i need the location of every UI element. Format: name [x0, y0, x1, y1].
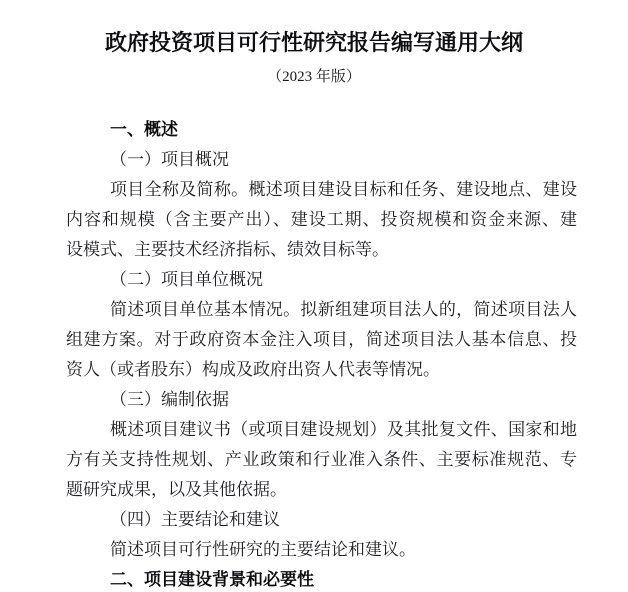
paragraph-line: 项目全称及简称。概述项目建设目标和任务、建设地点、建设	[110, 180, 577, 199]
paragraph-line: 简述项目可行性研究的主要结论和建议。	[110, 540, 416, 559]
paragraph-line: 内容和规模（含主要产出）、建设工期、投资规模和资金来源、建	[66, 210, 577, 229]
paragraph-line: 组建方案。对于政府资本金注入项目，简述项目法人基本信息、投	[66, 330, 577, 349]
subsection-heading: （四）主要结论和建议	[110, 510, 280, 529]
subsection-heading: （三）编制依据	[110, 390, 229, 409]
paragraph-line: 概述项目建议书（或项目建设规划）及其批复文件、国家和地	[110, 420, 577, 439]
document-subtitle: （2023 年版）	[267, 69, 361, 85]
subsection-heading: （二）项目单位概况	[110, 270, 263, 289]
section-heading: 二、项目建设背景和必要性	[110, 570, 314, 589]
paragraph-line: 简述项目单位基本情况。拟新组建项目法人的，简述项目法人	[110, 300, 577, 319]
paragraph-line: 设模式、主要技术经济指标、绩效目标等。	[66, 240, 389, 259]
paragraph-line: 题研究成果，以及其他依据。	[66, 480, 287, 499]
document-body	[66, 115, 577, 592]
subsection-heading: （一）项目概况	[110, 150, 229, 169]
paragraph-line: 资人（或者股东）构成及政府出资人代表等情况。	[66, 360, 440, 379]
document-title: 政府投资项目可行性研究报告编写通用大纲	[104, 30, 523, 55]
section-heading: 一、概述	[110, 120, 178, 139]
paragraph-line: 方有关支持性规划、产业政策和行业准入条件、主要标准规范、专	[66, 450, 577, 469]
